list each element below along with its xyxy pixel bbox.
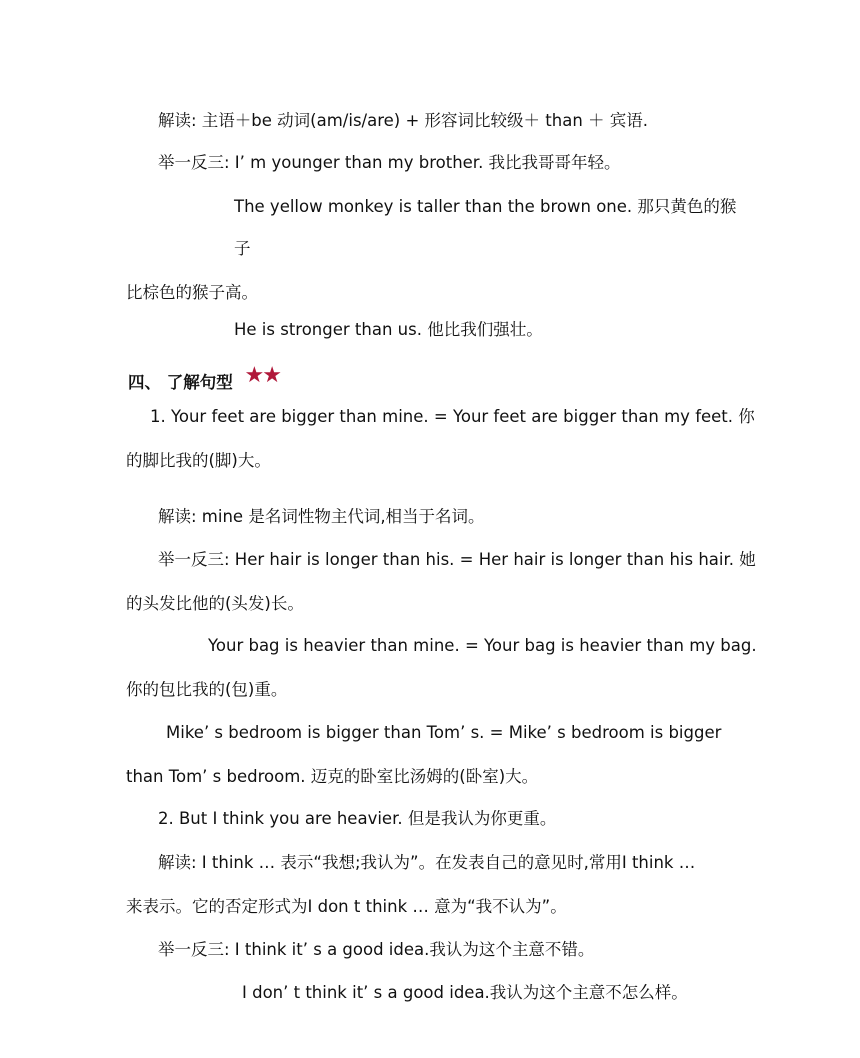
text-line: than Tom’ s bedroom. 迈克的卧室比汤姆的(卧室)大。 (126, 767, 539, 786)
text-line: He is stronger than us. 他比我们强壮。 (234, 320, 543, 339)
text-line: 举一反三: I think it’ s a good idea.我认为这个主意不错。 (158, 940, 595, 959)
text-line: 你的包比我的(包)重。 (126, 680, 288, 699)
star-icon: ★★ (244, 363, 280, 388)
section-heading-text: 四、 了解句型 (128, 373, 233, 392)
text-line: 的头发比他的(头发)长。 (126, 594, 304, 613)
text-line: The yellow monkey is taller than the brown one. 那只黄色的猴 (234, 197, 737, 216)
text-line: Your bag is heavier than mine. = Your bag is heavier than my bag. (208, 636, 757, 655)
text-line: 子 (234, 239, 251, 258)
text-line: 解读: 主语＋be 动词(am/is/are) + 形容词比较级＋ than ＋ 宾语. (158, 111, 649, 130)
text-line: 解读: I think … 表示“我想;我认为”。在发表自己的意见时,常用I think … (158, 853, 696, 872)
text-line: 2. But I think you are heavier. 但是我认为你更重。 (158, 809, 557, 828)
text-line: 比棕色的猴子高。 (126, 283, 258, 302)
text-line: 的脚比我的(脚)大。 (126, 451, 271, 470)
text-line: Mike’ s bedroom is bigger than Tom’ s. = Mike’ s bedroom is bigger (166, 723, 722, 742)
text-line: 举一反三: Her hair is longer than his. = Her hair is longer than his hair. 她 (158, 550, 756, 569)
text-line: 1. Your feet are bigger than mine. = Your feet are bigger than my feet. 你 (150, 407, 755, 426)
text-line: 解读: mine 是名词性物主代词,相当于名词。 (158, 507, 485, 526)
section-heading (128, 363, 280, 394)
text-line: 来表示。它的否定形式为I don t think … 意为“我不认为”。 (126, 897, 567, 916)
text-line: 举一反三: I’ m younger than my brother. 我比我哥哥年轻。 (158, 153, 621, 172)
text-line: I don’ t think it’ s a good idea.我认为这个主意不怎么样。 (242, 983, 688, 1002)
